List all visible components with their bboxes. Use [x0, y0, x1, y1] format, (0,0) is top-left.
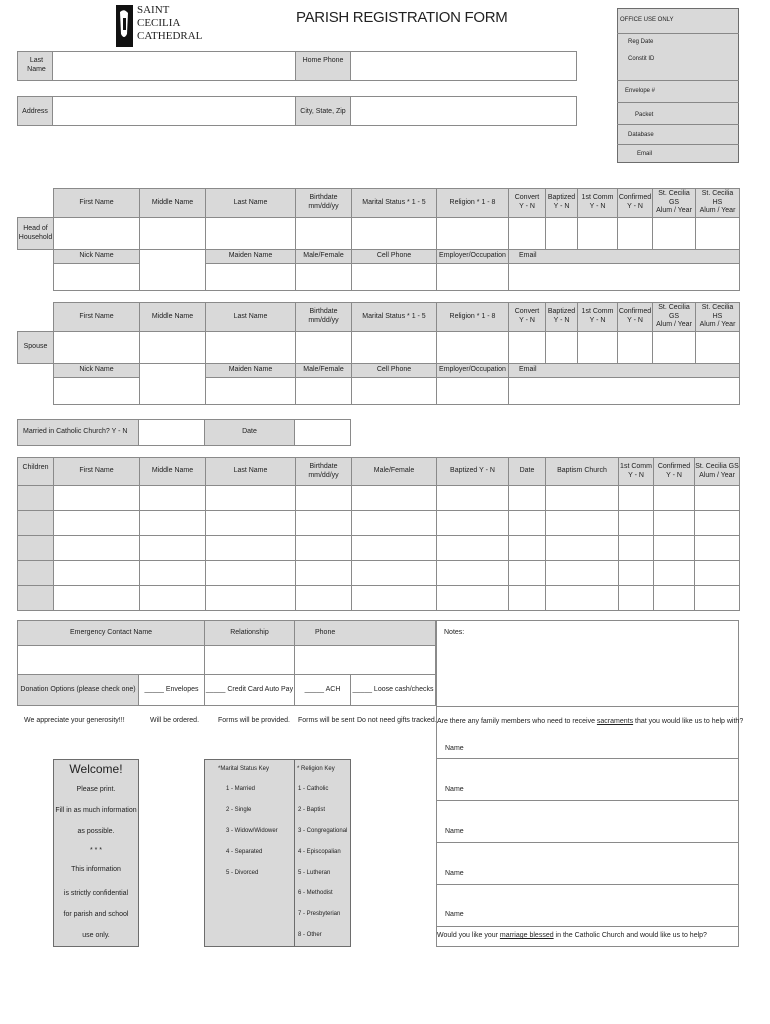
relationship-label: Relationship — [204, 620, 295, 646]
welcome-line-7: for parish and school — [63, 911, 129, 918]
hoh-employer-field[interactable] — [437, 264, 509, 291]
hoh-header-cell-phone: Cell Phone — [352, 250, 437, 264]
children-header-confirmed: Confirmed Y - N — [654, 458, 695, 486]
hoh-convert-field[interactable] — [509, 218, 546, 250]
religion-key-item-3: 3 - Congregational — [298, 828, 348, 834]
hoh-first-comm-field[interactable] — [578, 218, 618, 250]
marital-key-item-2: 2 - Single — [226, 807, 252, 813]
religion-key-item-1: 1 - Catholic — [298, 786, 329, 792]
hoh-first-name-field[interactable] — [54, 218, 140, 250]
sacrament-name-label-3: Name — [445, 828, 464, 835]
hoh-header-last-name: Last Name — [206, 189, 296, 218]
spouse-birthdate-field[interactable] — [296, 332, 352, 364]
office-use-title: OFFICE USE ONLY — [620, 17, 674, 23]
table-row — [18, 586, 740, 611]
hoh-header-maiden-name: Maiden Name — [206, 250, 296, 264]
religion-key-item-4: 4 - Episcopalian — [298, 849, 341, 855]
ach-note: Forms will be sent — [298, 717, 355, 724]
hoh-header-email: Email — [509, 250, 740, 264]
welcome-line-3: as possible. — [77, 828, 115, 835]
child-cell[interactable] — [54, 486, 140, 511]
spouse-religion-field[interactable] — [437, 332, 509, 364]
spouse-header-gs-alum: St. Cecilia GS Alum / Year — [653, 303, 696, 332]
spouse-header-middle-name: Middle Name — [140, 303, 206, 332]
spouse-table — [17, 302, 740, 405]
office-field-email: Email — [637, 151, 653, 157]
spouse-header-birthdate: Birthdate mm/dd/yy — [296, 303, 352, 332]
office-field-database: Database — [628, 132, 654, 138]
emergency-contact-field[interactable] — [17, 645, 205, 675]
children-header-baptized: Baptized Y - N — [437, 458, 509, 486]
spouse-header-nick-name: Nick Name — [54, 364, 140, 378]
hoh-email-field[interactable] — [509, 264, 740, 291]
office-field-reg-date: Reg Date — [628, 39, 654, 45]
children-header-middle-name: Middle Name — [140, 458, 206, 486]
spouse-header-email: Email — [509, 364, 740, 378]
spouse-header-first-comm: 1st Comm Y - N — [578, 303, 618, 332]
emergency-phone-field[interactable] — [294, 645, 436, 675]
marital-key-item-1: 1 - Married — [226, 786, 256, 792]
children-table — [17, 457, 740, 611]
spouse-header-hs-alum: St. Cecilia HS Alum / Year — [696, 303, 740, 332]
spouse-first-name-field[interactable] — [54, 332, 140, 364]
office-field-packet: Packet — [635, 112, 654, 118]
spouse-label: Spouse — [18, 332, 54, 364]
hoh-header-baptized: Baptized Y - N — [546, 189, 578, 218]
children-header-gs-alum: St. Cecilia GS Alum / Year — [695, 458, 740, 486]
spouse-first-comm-field[interactable] — [578, 332, 618, 364]
religion-key-item-6: 6 - Methodist — [298, 890, 333, 896]
spouse-convert-field[interactable] — [509, 332, 546, 364]
married-catholic-field[interactable] — [138, 419, 205, 446]
envelopes-note: Will be ordered. — [150, 717, 200, 724]
hoh-gs-field[interactable] — [653, 218, 696, 250]
welcome-line-4: * * * — [89, 847, 103, 854]
notes-label: Notes: — [444, 629, 465, 636]
spouse-maiden-name-field[interactable] — [206, 378, 296, 405]
spouse-header-cell-phone: Cell Phone — [352, 364, 437, 378]
spouse-gs-field[interactable] — [653, 332, 696, 364]
sacraments-question: Are there any family members who need to receive sacraments that you would like us to help with? — [437, 718, 744, 725]
spouse-header-convert: Convert Y - N — [509, 303, 546, 332]
hoh-cell-phone-field[interactable] — [352, 264, 437, 291]
spouse-hs-field[interactable] — [696, 332, 740, 364]
spouse-header-confirmed: Confirmed Y - N — [618, 303, 653, 332]
spouse-header-male-female: Male/Female — [296, 364, 352, 378]
spouse-header-religion: Religion * 1 - 8 — [437, 303, 509, 332]
city-state-zip-label: City, State, Zip — [295, 96, 351, 126]
spouse-header-maiden-name: Maiden Name — [206, 364, 296, 378]
sacraments-underlined: sacraments — [596, 718, 634, 725]
hoh-header-first-comm: 1st Comm Y - N — [578, 189, 618, 218]
married-date-label: Date — [204, 419, 295, 446]
hoh-hs-field[interactable] — [696, 218, 740, 250]
city-state-zip-field[interactable] — [350, 96, 577, 126]
hoh-marital-field[interactable] — [352, 218, 437, 250]
hoh-header-birthdate: Birthdate mm/dd/yy — [296, 189, 352, 218]
head-of-household-label: Head of Household — [18, 218, 54, 250]
sacrament-name-label-5: Name — [445, 911, 464, 918]
married-date-field[interactable] — [294, 419, 351, 446]
donation-loose-cash-option[interactable]: _____ Loose cash/checks — [350, 674, 436, 706]
spouse-email-field[interactable] — [509, 378, 740, 405]
address-field[interactable] — [52, 96, 296, 126]
spouse-employer-field[interactable] — [437, 378, 509, 405]
spouse-nick-name-field[interactable] — [54, 378, 140, 405]
religion-key-title: * Religion Key — [297, 766, 335, 772]
marriage-blessed-underlined: marriage blessed — [499, 932, 554, 939]
sacrament-name-label-2: Name — [445, 786, 464, 793]
home-phone-field[interactable] — [350, 51, 577, 81]
home-phone-label: Home Phone — [295, 51, 351, 81]
child-cell[interactable] — [54, 561, 140, 586]
marital-key-title: *Marital Status Key — [218, 766, 270, 772]
spouse-header-marital: Marital Status * 1 - 5 — [352, 303, 437, 332]
religion-key-item-7: 7 - Presbyterian — [298, 911, 341, 917]
sacrament-name-label-1: Name — [445, 745, 464, 752]
religion-key-item-5: 5 - Lutheran — [298, 870, 331, 876]
emergency-phone-label: Phone — [294, 620, 436, 646]
spouse-male-female-field[interactable] — [296, 378, 352, 405]
children-header-birthdate: Birthdate mm/dd/yy — [296, 458, 352, 486]
spouse-cell-phone-field[interactable] — [352, 378, 437, 405]
spouse-marital-field[interactable] — [352, 332, 437, 364]
head-of-household-table — [17, 188, 740, 291]
children-header-male-female: Male/Female — [352, 458, 437, 486]
hoh-header-confirmed: Confirmed Y - N — [618, 189, 653, 218]
spouse-header-baptized: Baptized Y - N — [546, 303, 578, 332]
religion-key-item-2: 2 - Baptist — [298, 807, 326, 813]
hoh-header-convert: Convert Y - N — [509, 189, 546, 218]
logo-text-3: CATHEDRAL — [137, 30, 203, 42]
hoh-header-marital: Marital Status * 1 - 5 — [352, 189, 437, 218]
marital-key-item-3: 3 - Widow/Widower — [226, 828, 278, 834]
welcome-line-8: use only. — [82, 932, 110, 939]
spouse-middle-name-field[interactable] — [140, 332, 206, 364]
relationship-field[interactable] — [204, 645, 295, 675]
child-cell[interactable] — [54, 536, 140, 561]
hoh-header-nick-name: Nick Name — [54, 250, 140, 264]
spouse-header-first-name: First Name — [54, 303, 140, 332]
spouse-header-last-name: Last Name — [206, 303, 296, 332]
married-catholic-label: Married in Catholic Church? Y - N — [17, 419, 139, 446]
child-cell[interactable] — [54, 511, 140, 536]
hoh-last-name-field[interactable] — [206, 218, 296, 250]
children-header-last-name: Last Name — [206, 458, 296, 486]
hoh-header-employer: Employer/Occupation — [437, 250, 509, 264]
marital-key-item-5: 5 - Divorced — [226, 870, 259, 876]
hoh-header-religion: Religion * 1 - 8 — [437, 189, 509, 218]
address-label: Address — [17, 96, 53, 126]
hoh-nick-name-field[interactable] — [54, 264, 140, 291]
office-use-panel — [617, 8, 739, 163]
children-header-first-name: First Name — [54, 458, 140, 486]
hoh-header-middle-name: Middle Name — [140, 189, 206, 218]
children-header-first-comm: 1st Comm Y - N — [619, 458, 654, 486]
table-row — [18, 486, 740, 511]
hoh-header-first-name: First Name — [54, 189, 140, 218]
hoh-header-male-female: Male/Female — [296, 250, 352, 264]
children-header-date: Date — [509, 458, 546, 486]
child-cell[interactable] — [54, 586, 140, 611]
last-name-field[interactable] — [52, 51, 296, 81]
credit-card-note: Forms will be provided. — [218, 717, 290, 724]
hoh-header-hs-alum: St. Cecilia HS Alum / Year — [696, 189, 740, 218]
table-row — [18, 561, 740, 586]
logo — [115, 4, 203, 48]
form-title: PARISH REGISTRATION FORM — [296, 9, 508, 26]
loose-cash-note: Do not need gifts tracked. — [357, 717, 437, 724]
hoh-middle-name-field[interactable] — [140, 218, 206, 250]
logo-text-1: SAINT — [137, 4, 170, 16]
spouse-baptized-field[interactable] — [546, 332, 578, 364]
welcome-line-5: This information — [71, 866, 121, 873]
office-field-constit-id: Constit ID — [628, 56, 655, 62]
emergency-contact-label: Emergency Contact Name — [17, 620, 205, 646]
cathedral-logo-icon — [115, 4, 135, 48]
donation-options-label: Donation Options (please check one) — [17, 674, 139, 706]
hoh-confirmed-field[interactable] — [618, 218, 653, 250]
sacrament-name-label-4: Name — [445, 870, 464, 877]
spouse-last-name-field[interactable] — [206, 332, 296, 364]
last-name-label: Last Name — [17, 51, 53, 81]
donation-envelopes-option[interactable]: _____ Envelopes — [138, 674, 205, 706]
hoh-male-female-field[interactable] — [296, 264, 352, 291]
notes-box[interactable] — [436, 620, 739, 947]
children-header-label: Children — [18, 458, 54, 486]
hoh-religion-field[interactable] — [437, 218, 509, 250]
marriage-blessed-question: Would you like your marriage blessed in the Catholic Church and would like us to help? — [437, 932, 707, 939]
donation-credit-card-option[interactable]: _____ Credit Card Auto Pay — [204, 674, 295, 706]
generosity-text: We appreciate your generosity!!! — [24, 717, 125, 724]
welcome-line-6: is strictly confidential — [63, 890, 129, 897]
table-row — [18, 536, 740, 561]
donation-ach-option[interactable]: _____ ACH — [294, 674, 351, 706]
logo-text-2: CECILIA — [137, 17, 181, 29]
children-header-baptism-church: Baptism Church — [546, 458, 619, 486]
welcome-line-1: Please print. — [76, 786, 116, 793]
hoh-baptized-field[interactable] — [546, 218, 578, 250]
religion-key-item-8: 8 - Other — [298, 932, 322, 938]
table-row — [18, 511, 740, 536]
hoh-header-gs-alum: St. Cecilia GS Alum / Year — [653, 189, 696, 218]
hoh-maiden-name-field[interactable] — [206, 264, 296, 291]
marital-key-item-4: 4 - Separated — [226, 849, 263, 855]
hoh-birthdate-field[interactable] — [296, 218, 352, 250]
spouse-confirmed-field[interactable] — [618, 332, 653, 364]
spouse-header-employer: Employer/Occupation — [437, 364, 509, 378]
welcome-title: Welcome! — [69, 762, 123, 776]
welcome-line-2: Fill in as much information — [55, 807, 137, 814]
office-field-envelope: Envelope # — [625, 88, 656, 94]
